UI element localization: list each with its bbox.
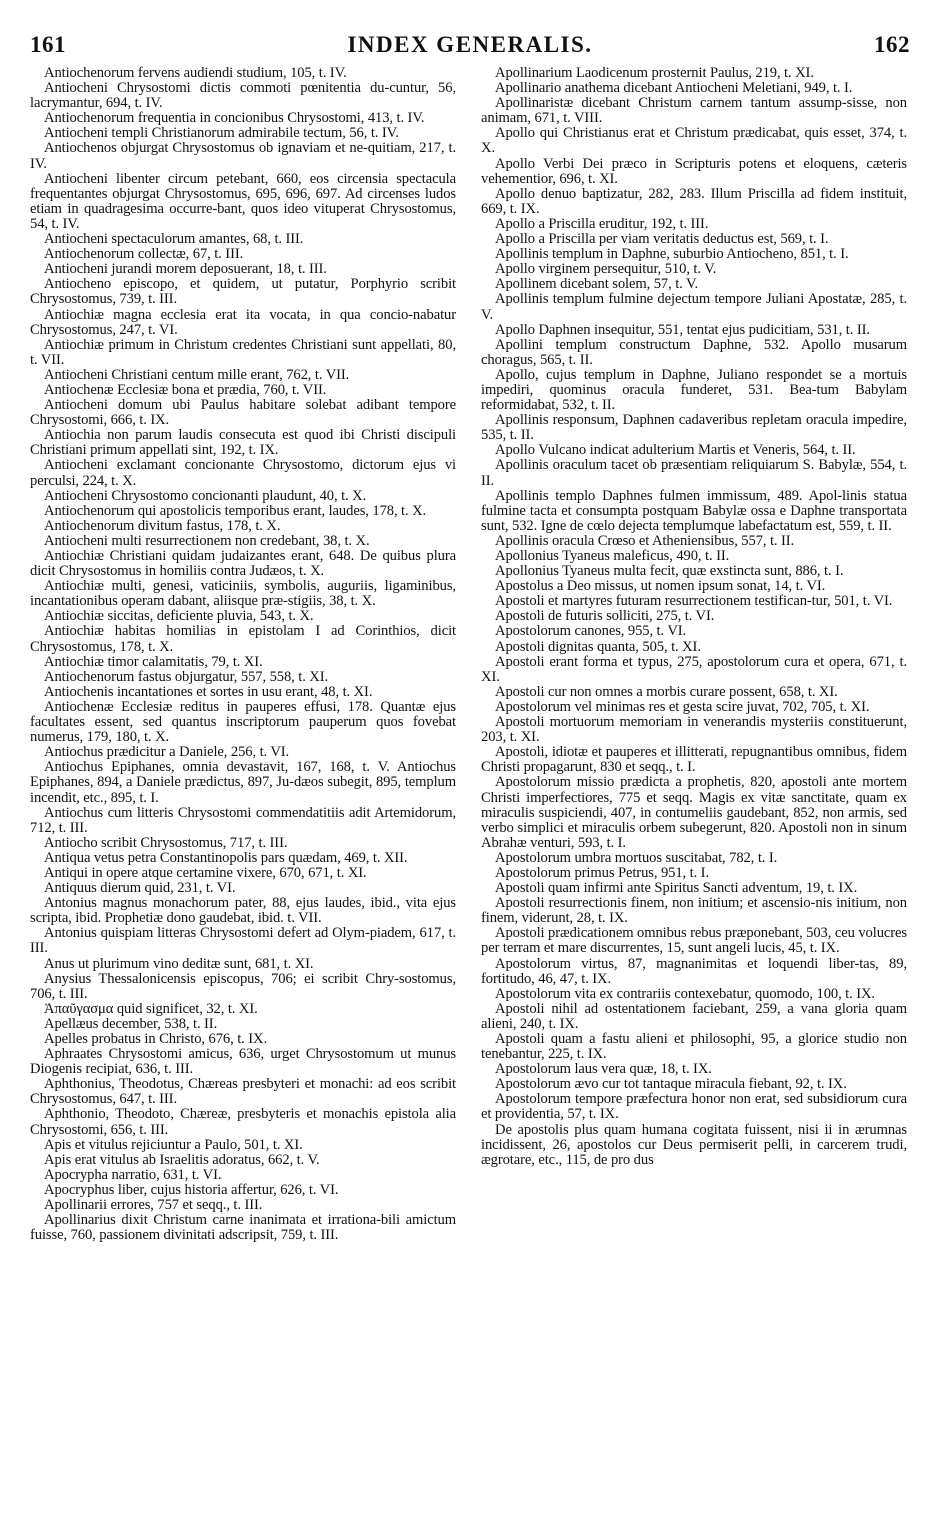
index-entry: Antiochia non parum laudis consecuta est quod ibi Christi discipuli Christiani primum appellati sint, 192, t. IX. <box>30 427 456 459</box>
index-entry: Antiocheni exclamant concionante Chrysostomo, dictorum ejus vi perculsi, 224, t. X. <box>30 457 456 489</box>
index-entry: Apostoli et martyres futuram resurrectionem testifican-tur, 501, t. VI. <box>495 593 893 610</box>
page-number-right: 162 <box>874 32 910 57</box>
index-entry: Antiochenos objurgat Chrysostomus ob ignaviam et ne-quitiam, 217, t. IV. <box>30 140 456 172</box>
index-entry: Antiochiæ magna ecclesia erat ita vocata, in qua concio-nabatur Chrysostomus, 247, t. VI. <box>30 306 456 338</box>
index-entry: Apostolus a Deo missus, ut nomen ipsum sonat, 14, t. VI. <box>495 578 826 595</box>
index-entry: Antiochenorum fastus objurgatur, 557, 558, t. XI. <box>44 668 329 685</box>
index-entry: Antiocheni domum ubi Paulus habitare solebat adibant tempore Chrysostomi, 666, t. IX. <box>30 397 456 429</box>
right-column <box>481 66 907 1536</box>
index-entry: Apollinis oraculum tacet ob præsentiam reliquiarum S. Babylæ, 554, t. II. <box>481 457 907 489</box>
index-entry: Apollinis templo Daphnes fulmen immissum, 489. Apol-linis statua fulmine tacta et consumpta postquam Babylæ ossa e Daphne transportata sunt, 532. Igne de cœlo dejecta templumque labefactatum est, 559, t. II. <box>481 487 907 534</box>
index-entry: Apollo, cujus templum in Daphne, Juliano respondet se a mortuis impediri, quominus oracula funderet, 531. Bea-tum Babylam reformidabat, 532, t. II. <box>481 366 907 414</box>
index-entry: Apollo Verbi Dei præco in Scripturis potens et eloquens, cæteris vehementior, 696, t. XI. <box>481 155 907 187</box>
index-entry: Apollo Daphnen insequitur, 551, tentat ejus pudicitiam, 531, t. II. <box>495 321 870 338</box>
index-entry: Antiochenæ Ecclesiæ bona et prædia, 760, t. VII. <box>44 381 327 398</box>
index-entry: Antiocheni libenter circum petebant, 660, eos circensia spectacula frequentantes objurgat Chrysostomus, 695, 696, 697. Ad circenses ludos etiam in quadragesima occurre-bant, quos ideo vituperat Chrysostomus, 54, t. IV. <box>30 170 456 232</box>
index-entry: Apollonius Tyaneus multa fecit, quæ exstincta sunt, 886, t. I. <box>495 563 844 580</box>
index-entry: Apollonius Tyaneus maleficus, 490, t. II. <box>495 548 730 564</box>
index-entry: Antiochenorum fervens audiendi studium, 105, t. IV. <box>44 66 347 81</box>
index-entry: Apostoli cur non omnes a morbis curare possent, 658, t. XI. <box>495 683 838 700</box>
index-entry: Antiochus Epiphanes, omnia devastavit, 167, 168, t. V. Antiochus Epiphanes, 894, a Daniele prædictus, 897, Ju-dæos subegit, 895, templum incendit, etc., 895, t. I. <box>30 759 456 806</box>
running-title: INDEX GENERALIS. <box>347 32 593 57</box>
index-entry: Antiocheni Christiani centum mille erant, 762, t. VII. <box>44 366 350 383</box>
index-entry: Apellæus december, 538, t. II. <box>44 1015 218 1032</box>
index-entry: Apostoli resurrectionis finem, non initium; et ascensio-nis initium, non finem, viderunt, 28, t. IX. <box>481 895 907 927</box>
index-entry: Apostoli mortuorum memoriam in venerandis mysteriis constituerunt, 203, t. XI. <box>481 714 907 746</box>
index-entry: Aphraates Chrysostomi amicus, 636, urget Chrysostomum ut munus Diogenis recipiat, 636, t. III. <box>30 1046 456 1078</box>
index-entry: Antiochiæ siccitas, deficiente pluvia, 543, t. X. <box>44 608 314 625</box>
index-entry: Antiocheni Chrysostomo concionanti plaudunt, 40, t. X. <box>44 487 367 504</box>
index-entry: Apostoli dignitas quanta, 505, t. XI. <box>495 638 701 655</box>
index-entry: De apostolis plus quam humana cogitata fuissent, nisi ii in ærumnas incidissent, 26, apostolos cur Deus permiserit pelli, in carcerem trudi, ægrotare, etc., 115, de pro dus <box>481 1121 907 1168</box>
index-entry: Antiochiæ habitas homilias in epistolam I ad Corinthios, dicit Chrysostomus, 178, t. X. <box>30 623 456 655</box>
index-entry: Apocrypha narratio, 631, t. VI. <box>44 1166 222 1183</box>
index-entry: Antiocheni multi resurrectionem non credebant, 38, t. X. <box>44 532 370 549</box>
index-entry: Apollo a Priscilla eruditur, 192, t. III. <box>495 215 709 232</box>
index-entry: Apostolorum vita ex contrariis contexebatur, quomodo, 100, t. IX. <box>495 985 875 1002</box>
index-entry: Apostoli de futuris solliciti, 275, t. VI. <box>495 608 715 625</box>
index-entry: Antiocheni jurandi morem deposuerant, 18, t. III. <box>44 261 327 278</box>
index-entry: Apollo Vulcano indicat adulterium Martis et Veneris, 564, t. II. <box>495 442 856 459</box>
index-entry: Apis erat vitulus ab Israelitis adoratus, 662, t. V. <box>44 1151 320 1168</box>
index-entry: Apis et vitulus rejiciuntur a Paulo, 501, t. XI. <box>44 1136 303 1153</box>
index-entry: Antiocheno episcopo, et quidem, ut putatur, Porphyrio scribit Chrysostomus, 739, t. III. <box>30 276 456 308</box>
index-entry: Antiocheni spectaculorum amantes, 68, t. III. <box>44 231 304 248</box>
index-entry: Apostolorum ævo cur tot tantaque miracula fiebant, 92, t. IX. <box>495 1076 847 1093</box>
index-entry: Apostolorum tempore præfectura honor non erat, sed subsidiorum cura et providentia, 57, t. IX. <box>481 1091 907 1123</box>
index-entry: Apostoli quam a fastu alieni et philosophi, 95, a glorice studio non tenebantur, 225, t. IX. <box>481 1031 907 1063</box>
index-entry: Apollo virginem persequitur, 510, t. V. <box>495 261 717 278</box>
page-header <box>30 32 910 62</box>
index-entry: Apollo qui Christianus erat et Christum prædicabat, quis esset, 374, t. X. <box>481 125 907 157</box>
index-entry: Antiochenis incantationes et sortes in usu erant, 48, t. XI. <box>44 683 373 700</box>
index-entry: Apostolorum laus vera quæ, 18, t. IX. <box>495 1061 712 1078</box>
index-entry: Apostolorum umbra mortuos suscitabat, 782, t. I. <box>495 849 778 866</box>
index-entry: Apollinem dicebant solem, 57, t. V. <box>495 276 699 293</box>
index-entry: Apostolorum vel minimas res et gesta scire juvat, 702, 705, t. XI. <box>495 698 870 715</box>
index-entry: Apollinis oracula Crœso et Atheniensibus, 557, t. II. <box>495 532 795 549</box>
index-entry: Apollinaristæ dicebant Christum carnem tantum assump-sisse, non animam, 671, t. VIII. <box>481 95 907 127</box>
index-entry: Apostoli erant forma et typus, 275, apostolorum cura et opera, 671, t. XI. <box>481 653 907 685</box>
index-entry: Antiochus cum litteris Chrysostomi commendatitiis adit Artemidorum, 712, t. III. <box>30 804 456 836</box>
index-entry: Apollinis responsum, Daphnen cadaveribus repletam oracula impedire, 535, t. II. <box>481 412 907 444</box>
index-entry: Apollinarius dixit Christum carne inanimata et irrationa-bili amictum fuisse, 760, passionem divinitati adscripsit, 759, t. III. <box>30 1212 456 1244</box>
index-entry: Aphthonio, Theodoto, Chæreæ, presbyteris et monachis epistola alia Chrysostomi, 656, t. III. <box>30 1106 456 1138</box>
index-entry: Antiochus prædicitur a Daniele, 256, t. VI. <box>44 744 290 761</box>
index-entry: Antiocheni templi Christianorum admirabile tectum, 56, t. IV. <box>44 125 399 142</box>
index-entry: Apollini templum constructum Daphne, 532. Apollo musarum choragus, 565, t. II. <box>481 336 907 368</box>
index-entry: Antiocheni Chrysostomi dictis commoti pœnitentia du-cuntur, 56, lacrymantur, 694, t. IV. <box>30 80 456 112</box>
index-entry: Apostoli prædicationem omnibus rebus præponebant, 503, ceu volucres per terram et mare discurrentes, 15, sunt angeli lucis, 45, t. IX. <box>481 925 907 957</box>
index-entry: Apostoli nihil ad ostentationem faciebant, 259, a vana gloria quam alieni, 240, t. IX. <box>481 1000 907 1032</box>
index-entry: Antiochiæ timor calamitatis, 79, t. XI. <box>44 653 263 670</box>
index-entry: Apollinarium Laodicenum prosternit Paulus, 219, t. XI. <box>495 66 814 81</box>
index-entry: Antiocho scribit Chrysostomus, 717, t. III. <box>44 834 288 851</box>
index-entry: Apostolorum virtus, 87, magnanimitas et loquendi liber-tas, 89, fortitudo, 46, 47, t. IX. <box>481 955 907 987</box>
index-entry: Aphthonius, Theodotus, Chæreas presbyteri et monachi: ad eos scribit Chrysostomus, 647, t. III. <box>30 1076 456 1108</box>
index-entry: Anysius Thessalonicensis episcopus, 706; ei scribit Chry-sostomus, 706, t. III. <box>30 970 456 1002</box>
index-entry: Apostolorum canones, 955, t. VI. <box>495 623 687 640</box>
index-entry: Apocryphus liber, cujus historia affertur, 626, t. VI. <box>44 1181 339 1198</box>
index-entry: Antiochiæ Christiani quidam judaizantes erant, 648. De quibus plura dicit Chrysostomus in homiliis contra Judæos, t. X. <box>30 548 456 580</box>
index-entry: Antonius magnus monachorum pater, 88, ejus laudes, ibid., vita ejus scripta, ibid. Prophetiæ dono gaudebat, ibid. t. VII. <box>30 895 456 927</box>
index-entry: Antiochenorum collectæ, 67, t. III. <box>44 246 244 263</box>
index-entry: Antiochenorum qui apostolicis temporibus erant, laudes, 178, t. X. <box>44 502 427 519</box>
index-entry: Apostolorum primus Petrus, 951, t. I. <box>495 864 709 881</box>
index-entry: Antiqui in opere atque certamine vixere, 670, 671, t. XI. <box>44 864 367 881</box>
index-entry: Antiochiæ primum in Christum credentes Christiani sunt appellati, 80, t. VII. <box>30 336 456 368</box>
index-entry: Antiochenæ Ecclesiæ reditus in pauperes effusi, 178. Quantæ ejus facultates essent, sed quantus inscriptorum pauperum quos fovebat numerus, 179, 180, t. X. <box>30 698 456 746</box>
index-entry: Antiquus dierum quid, 231, t. VI. <box>44 880 236 897</box>
index-entry: Antiochenorum frequentia in concionibus Chrysostomi, 413, t. IV. <box>44 110 425 127</box>
index-entry: Antiochenorum divitum fastus, 178, t. X. <box>44 517 281 534</box>
index-entry: Apelles probatus in Christo, 676, t. IX. <box>44 1031 267 1047</box>
index-entry: Apollo a Priscilla per viam veritatis deductus est, 569, t. I. <box>495 231 829 248</box>
index-entry: Antiochiæ multi, genesi, vaticiniis, symbolis, auguriis, ligaminibus, incantationibus operam dabant, aliisque præ-stigiis, 38, t. X. <box>30 578 456 610</box>
index-entry: Antiqua vetus petra Constantinopolis pars quædam, 469, t. XII. <box>44 849 408 866</box>
index-entry: Apollinis templum fulmine dejectum tempore Juliani Apostatæ, 285, t. V. <box>481 291 907 323</box>
index-entry: Apostoli quam infirmi ante Spiritus Sancti adventum, 19, t. IX. <box>495 880 858 897</box>
index-entry: Apollinarii errores, 757 et seqq., t. III. <box>44 1197 263 1214</box>
index-entry: Ἀπαῦγασμα quid significet, 32, t. XI. <box>44 1000 258 1017</box>
page-number-left: 161 <box>30 32 66 57</box>
index-entry: Apostoli, idiotæ et pauperes et illitterati, repugnantibus omnibus, fidem Christi propagarunt, 830 et seqq., t. I. <box>481 744 907 776</box>
index-entry: Apostolorum missio prædicta a prophetis, 820, apostoli ante mortem Christi imperfectiores, 775 et seqq. Magis ex vitæ sanctitate, quam ex miraculis suspiciendi, 407, in contumeliis gaudebant, 852, non armis, sed verbo simplici et miraculis orbem subegerunt, 820. Apostoli non in sinum Abrahæ venturi, 593, t. I. <box>481 774 907 851</box>
index-entry: Antonius quispiam litteras Chrysostomi defert ad Olym-piadem, 617, t. III. <box>30 925 456 957</box>
index-entry: Anus ut plurimum vino deditæ sunt, 681, t. XI. <box>44 955 314 972</box>
index-entry: Apollinis templum in Daphne, suburbio Antiocheno, 851, t. I. <box>495 246 849 263</box>
left-column <box>30 66 456 1536</box>
index-entry: Apollinario anathema dicebant Antiocheni Meletiani, 949, t. I. <box>495 80 853 97</box>
index-entry: Apollo denuo baptizatur, 282, 283. Illum Priscilla ad fidem instituit, 669, t. IX. <box>481 185 907 217</box>
